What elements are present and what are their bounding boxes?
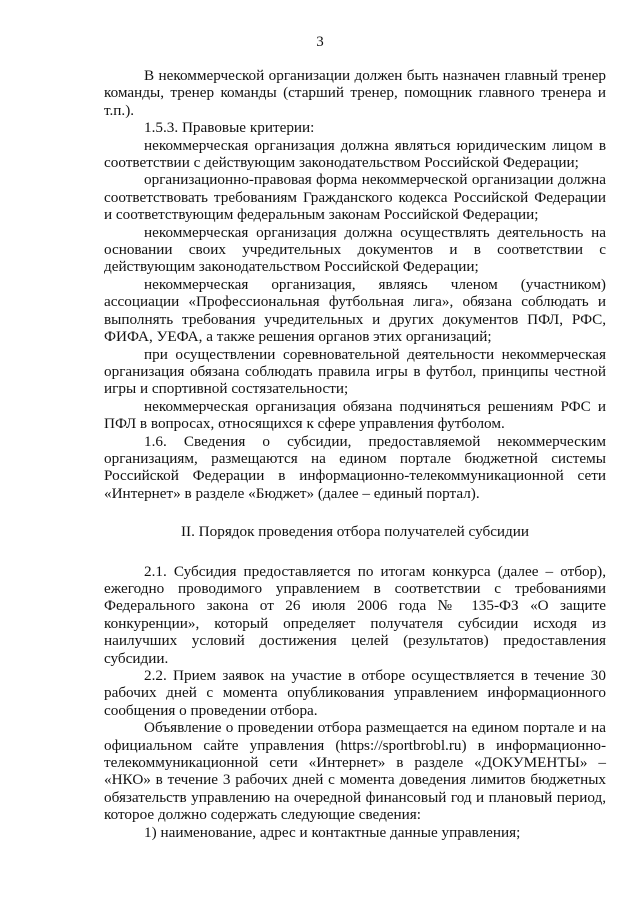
paragraph-competition: 2.1. Субсидия предоставляется по итогам конкурса (далее – отбор), ежегодно проводимого управлением в соответствии с требованиями Федерального закона от 26 июля 2006 года № 135-ФЗ «О защите конкуренции», который определяет получателя субсидии исходя из наилучших условий достижения целей (результатов) предоставления субсидии.: [104, 562, 606, 667]
paragraph-list-item-1: 1) наименование, адрес и контактные данные управления;: [144, 823, 521, 841]
page-number: 3: [316, 34, 324, 50]
section-heading: II. Порядок проведения отбора получателей субсидии: [180, 523, 530, 541]
paragraph-pfl-membership: некоммерческая организация, являясь членом (участником) ассоциации «Профессиональная футбольная лига», обязана соблюдать и выполнять требования учредительных и других документов ПФЛ, РФС, ФИФА, УЕФА, а также решения органов этих организаций;: [104, 275, 606, 346]
paragraph-subsidy-info: 1.6. Сведения о субсидии, предоставляемой некоммерческим организациям, размещаются на едином портале бюджетной системы Российской Федерации в информационно-телекоммуникационной сети «Интернет» в разделе «Бюджет» (далее – единый портал).: [104, 432, 606, 502]
paragraph-legal-form: организационно-правовая форма некоммерческой организации должна соответствовать требованиям Гражданского кодекса Российской Федерации и соответствующим федеральным законам Российской Федерации;: [104, 171, 606, 224]
paragraph-legal-criteria-title: 1.5.3. Правовые критерии:: [144, 119, 315, 137]
paragraph-legal-entity: некоммерческая организация должна являться юридическим лицом в соответствии с действующим законодательством Российской Федерации;: [104, 136, 606, 172]
document-body: [104, 67, 606, 841]
paragraph-head-coach: В некоммерческой организации должен быть назначен главный тренер команды, тренер команды (старший тренер, помощник главного тренера и т.п.).: [104, 67, 606, 119]
paragraph-announcement: Объявление о проведении отбора размещается на едином портале и на официальном сайте управления (https://sportbrobl.ru) в информационно-телекоммуникационной сети «Интернет» в разделе «ДОКУМЕНТЫ» – «НКО» в течение 3 рабочих дней с момента доведения лимитов бюджетных обязательств управлению на очередной финансовый год и плановый период, которое должно содержать следующие сведения:: [104, 719, 606, 824]
paragraph-founding-documents: некоммерческая организация должна осуществлять деятельность на основании своих учредительных документов и в соответствии с действующим законодательством Российской Федерации;: [104, 223, 606, 276]
paragraph-fair-play: при осуществлении соревновательной деятельности некоммерческая организация обязана соблюдать правила игры в футбол, принципы честной игры и спортивной состязательности;: [104, 345, 606, 398]
paragraph-rfs-decisions: некоммерческая организация обязана подчиняться решениям РФС и ПФЛ в вопросах, относящихся к сфере управления футболом.: [104, 397, 606, 433]
paragraph-applications: 2.2. Прием заявок на участие в отборе осуществляется в течение 30 рабочих дней с момента опубликования управлением информационного сообщения о проведении отбора.: [104, 667, 606, 719]
